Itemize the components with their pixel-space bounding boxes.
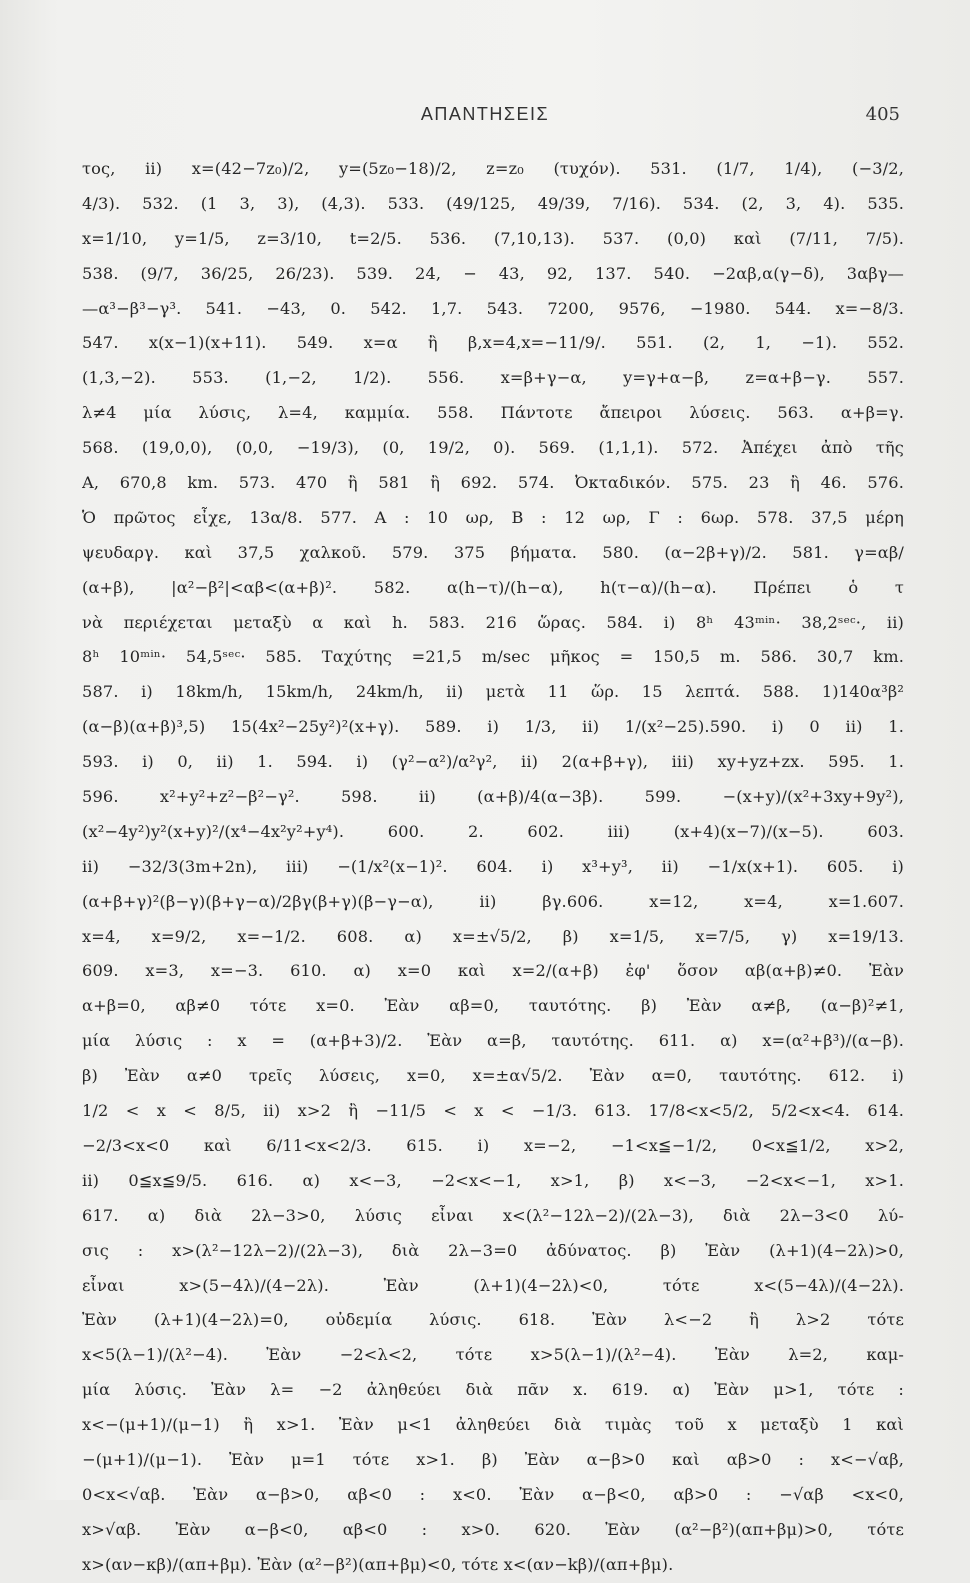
text-line: −(μ+1)/(μ−1). Ἐὰν μ=1 τότε x>1. β) Ἐὰν α−β>0 καὶ αβ>0 : x<−√αβ, — [82, 1449, 904, 1469]
text-line: ψευδαργ. καὶ 37,5 χαλκοῦ. 579. 375 βήματα. 580. (α−2β+γ)/2. 581. γ=αβ/ — [82, 542, 904, 562]
text-line: (1,3,−2). 553. (1,−2, 1/2). 556. x=β+γ−α, y=γ+α−β, z=α+β−γ. 557. — [82, 368, 904, 388]
text-line: 8ʰ 10ᵐⁱⁿ· 54,5ˢᵉᶜ· 585. Ταχύτης =21,5 m/sec μῆκος = 150,5 m. 586. 30,7 km. — [82, 647, 904, 667]
text-line: 609. x=3, x=−3. 610. α) x=0 καὶ x=2/(α+β) ἐφ' ὅσον αβ(α+β)≠0. Ἐὰν — [82, 961, 904, 981]
text-line: ii) −32/3(3m+2n), iii) −(1/x²(x−1)². 604. i) x³+y³, ii) −1/x(x+1). 605. i) — [82, 856, 904, 876]
text-line: x>(αν−κβ)/(απ+βμ). Ἐὰν (α²−β²)(απ+βμ)<0, τότε x<(αν−kβ)/(απ+βμ). — [82, 1554, 674, 1574]
text-line: Ὁ πρῶτος εἶχε, 13α/8. 577. Α : 10 ωρ, Β : 12 ωρ, Γ : 6ωρ. 578. 37,5 μέρη — [82, 507, 904, 527]
text-line: λ≠4 μία λύσις, λ=4, καμμία. 558. Πάντοτε ἄπειροι λύσεις. 563. α+β=γ. — [82, 403, 904, 423]
text-line: 0<x<√αβ. Ἐὰν α−β>0, αβ<0 : x<0. Ἐὰν α−β<0, αβ>0 : −√αβ <x<0, — [82, 1484, 904, 1504]
text-line: μία λύσις : x = (α+β+3)/2. Ἐὰν α=β, ταυτότης. 611. α) x=(α²+β³)/(α−β). — [82, 1031, 904, 1051]
text-line: ii) 0≦x≦9/5. 616. α) x<−3, −2<x<−1, x>1, β) x<−3, −2<x<−1, x>1. — [82, 1170, 904, 1190]
text-line: 547. x(x−1)(x+11). 549. x=α ἢ β,x=4,x=−11/9/. 551. (2, 1, −1). 552. — [82, 333, 904, 353]
text-line: —α³−β³−γ³. 541. −43, 0. 542. 1,7. 543. 7200, 9576, −1980. 544. x=−8/3. — [82, 298, 904, 318]
text-line: α+β=0, αβ≠0 τότε x=0. Ἐὰν αβ=0, ταυτότης. β) Ἐὰν α≠β, (α−β)²≠1, — [82, 996, 904, 1016]
text-line: (x²−4y²)y²(x+y)²/(x⁴−4x²y²+y⁴). 600. 2. 602. iii) (x+4)(x−7)/(x−5). 603. — [82, 821, 904, 841]
text-line: 593. i) 0, ii) 1. 594. i) (γ²−α²)/α²γ², ii) 2(α+β+γ), iii) xy+yz+zx. 595. 1. — [82, 752, 904, 772]
page-header — [0, 100, 970, 132]
text-line: 596. x²+y²+z²−β²−γ². 598. ii) (α+β)/4(α−3β). 599. −(x+y)/(x²+3xy+9y²), — [82, 787, 904, 807]
text-line: (α+β+γ)²(β−γ)(β+γ−α)/2βγ(β+γ)(β−γ−α), ii) βγ.606. x=12, x=4, x=1.607. — [82, 891, 904, 911]
text-line: x<−(μ+1)/(μ−1) ἢ x>1. Ἐὰν μ<1 ἀληθεύει διὰ τιμὰς τοῦ x μεταξὺ 1 καὶ — [82, 1415, 904, 1435]
text-line: μία λύσις. Ἐὰν λ= −2 ἀληθεύει διὰ πᾶν x. 619. α) Ἐὰν μ>1, τότε : — [82, 1380, 904, 1400]
text-line: −2/3<x<0 καὶ 6/11<x<2/3. 615. i) x=−2, −1<x≦−1/2, 0<x≦1/2, x>2, — [82, 1135, 904, 1155]
answers-text — [82, 152, 904, 1583]
text-line: (α−β)(α+β)³,5) 15(4x²−25y²)²(x+γ). 589. i) 1/3, ii) 1/(x²−25).590. i) 0 ii) 1. — [82, 717, 904, 737]
text-line: x>√αβ. Ἐὰν α−β<0, αβ<0 : x>0. 620. Ἐὰν (α²−β²)(απ+βμ)>0, τότε — [82, 1519, 904, 1539]
text-line: νὰ περιέχεται μεταξὺ α καὶ h. 583. 216 ὥρας. 584. i) 8ʰ 43ᵐⁱⁿ· 38,2ˢᵉᶜ·, ii) — [82, 612, 904, 632]
text-line: εἶναι x>(5−4λ)/(4−2λ). Ἐὰν (λ+1)(4−2λ)<0, τότε x<(5−4λ)/(4−2λ). — [82, 1275, 904, 1295]
text-line: x=4, x=9/2, x=−1/2. 608. α) x=±√5/2, β) x=1/5, x=7/5, γ) x=19/13. — [82, 926, 904, 946]
text-line: Ἐὰν (λ+1)(4−2λ)=0, οὐδεμία λύσις. 618. Ἐὰν λ<−2 ἢ λ>2 τότε — [82, 1310, 904, 1330]
text-line: 617. α) διὰ 2λ−3>0, λύσις εἶναι x<(λ²−12λ−2)/(2λ−3), διὰ 2λ−3<0 λύ- — [82, 1205, 904, 1225]
text-line: 4/3). 532. (1 3, 3), (4,3). 533. (49/125, 49/39, 7/16). 534. (2, 3, 4). 535. — [82, 193, 904, 213]
page-number: 405 — [865, 104, 900, 125]
text-line: 538. (9/7, 36/25, 26/23). 539. 24, − 43, 92, 137. 540. −2αβ,α(γ−δ), 3αβγ— — [82, 263, 904, 283]
text-line: x=1/10, y=1/5, z=3/10, t=2/5. 536. (7,10,13). 537. (0,0) καὶ (7/11, 7/5). — [82, 228, 904, 248]
text-line: β) Ἐὰν α≠0 τρεῖς λύσεις, x=0, x=±α√5/2. Ἐὰν α=0, ταυτότης. 612. i) — [82, 1066, 904, 1086]
text-line: σις : x>(λ²−12λ−2)/(2λ−3), διὰ 2λ−3=0 ἀδύνατος. β) Ἐὰν (λ+1)(4−2λ)>0, — [82, 1240, 904, 1260]
text-line: (α+β), |α²−β²|<αβ<(α+β)². 582. α(h−τ)/(h−α), h(τ−α)/(h−α). Πρέπει ὁ τ — [82, 577, 904, 597]
text-line: 1/2 < x < 8/5, ii) x>2 ἢ −11/5 < x < −1/3. 613. 17/8<x<5/2, 5/2<x<4. 614. — [82, 1101, 904, 1121]
text-line: 587. i) 18km/h, 15km/h, 24km/h, ii) μετὰ 11 ὥρ. 15 λεπτά. 588. 1)140α³β² — [82, 682, 904, 702]
running-title: ΑΠΑΝΤΗΣΕΙΣ — [420, 104, 550, 124]
text-line: x<5(λ−1)/(λ²−4). Ἐὰν −2<λ<2, τότε x>5(λ−1)/(λ²−4). Ἐὰν λ=2, καμ- — [82, 1345, 904, 1365]
text-line: Α, 670,8 km. 573. 470 ἢ 581 ἢ 692. 574. Ὀκταδικόν. 575. 23 ἢ 46. 576. — [82, 473, 904, 493]
text-line: 568. (19,0,0), (0,0, −19/3), (0, 19/2, 0). 569. (1,1,1). 572. Ἀπέχει ἀπὸ τῆς — [82, 438, 904, 458]
text-line: τος, ii) x=(42−7z₀)/2, y=(5z₀−18)/2, z=z₀ (τυχόν). 531. (1/7, 1/4), (−3/2, — [82, 159, 904, 178]
